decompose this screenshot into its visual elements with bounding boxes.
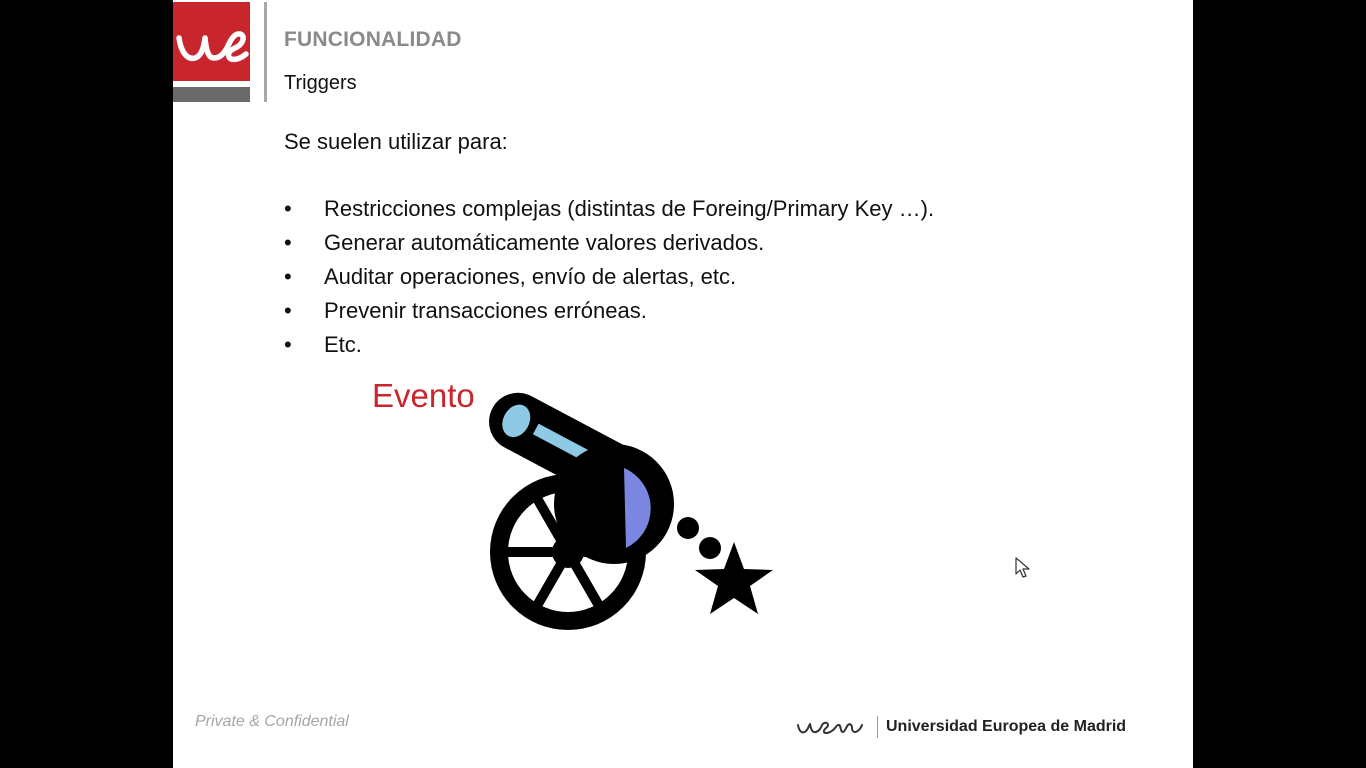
section-title: FUNCIONALIDAD (284, 28, 462, 51)
ue-logo-icon (173, 2, 250, 81)
bullet-text: Generar automáticamente valores derivados. (324, 230, 765, 255)
bullet-dot: • (284, 298, 292, 323)
bullet-dot: • (284, 230, 292, 255)
intro-text: Se suelen utilizar para: (284, 129, 508, 154)
slide-subtitle: Triggers (284, 72, 357, 94)
brand-name: Universidad Europea de Madrid (886, 718, 1127, 735)
footer-confidential: Private & Confidential (195, 713, 349, 730)
bullet-dot: • (284, 264, 292, 289)
bullet-text: Auditar operaciones, envío de alertas, etc. (324, 264, 737, 289)
bullet-text: Restricciones complejas (distintas de Foreing/Primary Key …). (324, 196, 935, 221)
mouse-cursor-icon (1015, 557, 1031, 584)
logo-underline-bar (173, 87, 250, 102)
bullet-text: Etc. (324, 332, 362, 357)
bullet-dot: • (284, 332, 292, 357)
bullet-dot: • (284, 196, 292, 221)
bullet-text: Prevenir transacciones erróneas. (324, 298, 647, 323)
brand-divider (877, 716, 878, 738)
uem-logo-icon (795, 716, 865, 743)
presentation-slide (173, 0, 1193, 768)
event-label: Evento (372, 377, 475, 414)
header-divider (264, 2, 267, 102)
